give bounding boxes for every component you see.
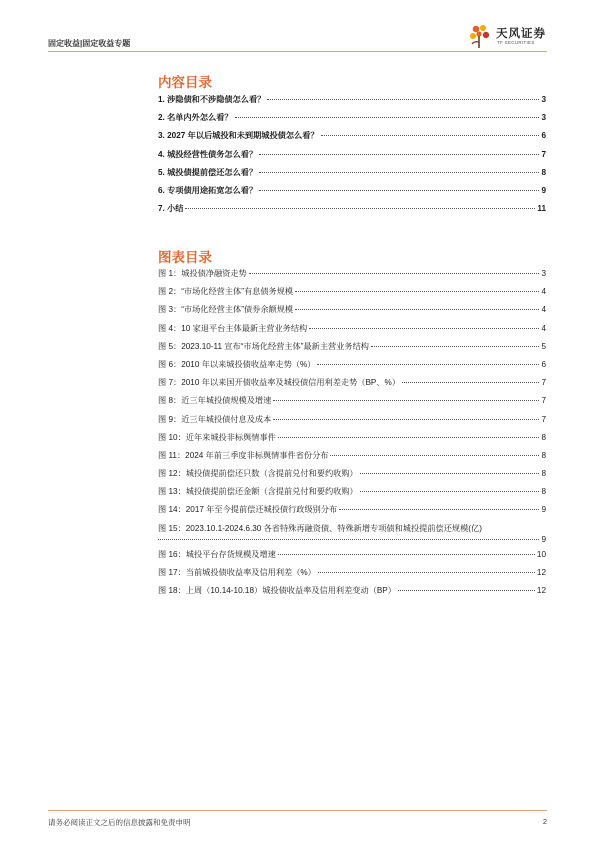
figure-entry-label: 图 12：城投债提前偿还只数（含提前兑付和要约收购） bbox=[158, 469, 358, 479]
dot-leader bbox=[259, 154, 539, 155]
toc-entry-page: 6 bbox=[541, 131, 546, 141]
toc-entry[interactable] bbox=[158, 203, 546, 221]
figure-entry-label: 图 2：“市场化经营主体”有息债务规模 bbox=[158, 287, 294, 297]
figure-entry-label: 图 9：近三年城投债付息及成本 bbox=[158, 414, 272, 424]
dot-leader bbox=[185, 208, 535, 209]
toc-entry-page: 3 bbox=[541, 95, 546, 104]
figure-entry-page: 8 bbox=[541, 469, 546, 479]
figure-entry-label: 图 13：城投债提前偿还金额（含提前兑付和要约收购） bbox=[158, 487, 358, 497]
dot-leader bbox=[339, 509, 539, 510]
toc-entry[interactable] bbox=[158, 185, 546, 203]
figure-entry-page: 3 bbox=[541, 269, 546, 278]
figure-entry[interactable] bbox=[158, 323, 546, 341]
figure-entry-page: 4 bbox=[541, 323, 546, 333]
figure-entry-page: 9 bbox=[541, 505, 546, 515]
figure-entry[interactable] bbox=[158, 486, 546, 504]
figure-entry[interactable] bbox=[158, 414, 546, 432]
figure-entry-label: 图 3：“市场化经营主体”债券余额规模 bbox=[158, 305, 294, 315]
figure-entry[interactable] bbox=[158, 523, 546, 549]
figure-entry[interactable] bbox=[158, 359, 546, 377]
figure-entry[interactable] bbox=[158, 450, 546, 468]
dot-leader bbox=[321, 135, 540, 136]
figure-entry-page: 9 bbox=[541, 534, 546, 544]
toc-entry-page: 3 bbox=[541, 113, 546, 123]
figure-entry-page: 6 bbox=[541, 359, 546, 369]
dot-leader bbox=[295, 309, 539, 310]
brand-logo bbox=[466, 22, 548, 50]
figure-entry-page: 5 bbox=[541, 341, 546, 351]
toc-title: 内容目录 bbox=[158, 75, 212, 90]
list-of-figures bbox=[158, 268, 546, 603]
logo-flower-icon bbox=[466, 22, 494, 50]
page-number: 2 bbox=[542, 817, 547, 826]
dot-leader bbox=[273, 400, 539, 401]
figure-entry-label: 图 11：2024 年前三季度非标舆情事件省份分布 bbox=[158, 450, 329, 460]
dot-leader bbox=[330, 455, 539, 456]
dot-leader bbox=[318, 572, 535, 573]
toc-entry-label: 7. 小结 bbox=[158, 204, 184, 214]
figure-entry[interactable] bbox=[158, 304, 546, 322]
toc-entry-label: 5. 城投债提前偿还怎么看？ bbox=[158, 167, 258, 177]
toc-entry[interactable] bbox=[158, 167, 546, 185]
figure-entry[interactable] bbox=[158, 468, 546, 486]
dot-leader bbox=[158, 539, 539, 540]
toc-entry-page: 7 bbox=[541, 149, 546, 159]
dot-leader bbox=[273, 419, 539, 420]
figure-entry-page: 7 bbox=[541, 414, 546, 424]
figure-entry-page: 4 bbox=[541, 305, 546, 315]
figure-entry-label: 图 7：2010 年以来国开债收益率及城投债信用利差走势（BP、%） bbox=[158, 378, 401, 388]
dot-leader bbox=[360, 473, 540, 474]
figure-entry-label: 图 16：城投平台存货规模及增速 bbox=[158, 549, 276, 559]
brand-name-cn: 天风证券 bbox=[496, 28, 546, 40]
figure-entry-page: 10 bbox=[536, 549, 546, 559]
figure-entry[interactable] bbox=[158, 286, 546, 304]
dot-leader bbox=[360, 491, 540, 492]
figure-entry-label: 图 17：当前城投债收益率及信用利差（%） bbox=[158, 567, 316, 577]
toc-entry[interactable] bbox=[158, 149, 546, 167]
footer-disclaimer: 请务必阅读正文之后的信息披露和免责申明 bbox=[48, 818, 191, 827]
figure-entry-page: 12 bbox=[536, 567, 546, 577]
figure-entry[interactable] bbox=[158, 432, 546, 450]
figure-entry[interactable] bbox=[158, 377, 546, 395]
footer-divider bbox=[48, 810, 547, 811]
brand-name-en: TF SECURITIES bbox=[497, 40, 535, 45]
figure-entry-label: 图 14：2017 年至今提前偿还城投债行政级别分布 bbox=[158, 505, 338, 515]
figure-entry-label: 图 5：2023.10-11 宣布“市场化经营主体”最新主营业务结构 bbox=[158, 341, 369, 351]
dot-leader bbox=[278, 554, 535, 555]
figure-entry-page: 8 bbox=[541, 432, 546, 442]
dot-leader bbox=[295, 291, 539, 292]
dot-leader bbox=[309, 328, 539, 329]
dot-leader bbox=[398, 590, 535, 591]
dot-leader bbox=[317, 364, 539, 365]
figure-entry-label: 图 1：城投债净融资走势 bbox=[158, 269, 247, 278]
list-of-figures-title: 图表目录 bbox=[158, 250, 212, 265]
figure-entry-label: 图 10：近年来城投非标舆情事件 bbox=[158, 432, 276, 442]
toc-entry[interactable] bbox=[158, 112, 546, 130]
figure-entry[interactable] bbox=[158, 567, 546, 585]
dot-leader bbox=[235, 117, 540, 118]
figure-entry-label: 图 4：10 家退平台主体最新主营业务结构 bbox=[158, 323, 308, 333]
toc-entry-page: 11 bbox=[537, 204, 546, 214]
figure-entry[interactable] bbox=[158, 585, 546, 603]
dot-leader bbox=[371, 346, 539, 347]
header-divider bbox=[48, 51, 547, 52]
figure-entry-page: 8 bbox=[541, 487, 546, 497]
figure-entry-page: 12 bbox=[536, 586, 546, 595]
figure-entry-label: 图 18：上周（10.14-10.18）城投债收益率及信用利差变动（BP） bbox=[158, 586, 396, 595]
toc-entry-page: 8 bbox=[541, 167, 546, 177]
header-section-label: 固定收益|固定收益专题 bbox=[48, 39, 131, 48]
dot-leader bbox=[259, 190, 539, 191]
toc-entry-label: 2. 名单内外怎么看？ bbox=[158, 113, 233, 123]
table-of-contents bbox=[158, 94, 546, 221]
toc-entry-label: 1. 涉隐债和不涉隐债怎么看？ bbox=[158, 95, 266, 104]
toc-entry[interactable] bbox=[158, 130, 546, 148]
toc-entry-label: 3. 2027 年以后城投和未到期城投债怎么看？ bbox=[158, 131, 319, 141]
toc-entry[interactable] bbox=[158, 94, 546, 112]
figure-entry-page: 4 bbox=[541, 287, 546, 297]
dot-leader bbox=[402, 382, 539, 383]
figure-entry[interactable] bbox=[158, 341, 546, 359]
figure-entry-page: 7 bbox=[541, 396, 546, 406]
dot-leader bbox=[278, 437, 540, 438]
toc-entry-label: 6. 专项债用途拓宽怎么看？ bbox=[158, 185, 258, 195]
figure-entry-label: 图 6：2010 年以来城投债收益率走势（%） bbox=[158, 359, 316, 369]
figure-entry-page: 7 bbox=[541, 378, 546, 388]
dot-leader bbox=[259, 172, 539, 173]
figure-entry[interactable] bbox=[158, 504, 546, 522]
figure-entry[interactable] bbox=[158, 268, 546, 286]
toc-entry-label: 4. 城投经营性债务怎么看？ bbox=[158, 149, 258, 159]
dot-leader bbox=[249, 273, 540, 274]
figure-entry-label: 图 8：近三年城投债规模及增速 bbox=[158, 396, 272, 406]
figure-entry[interactable] bbox=[158, 549, 546, 567]
toc-entry-page: 9 bbox=[541, 185, 546, 195]
dot-leader bbox=[267, 99, 539, 100]
figure-entry-page: 8 bbox=[541, 450, 546, 460]
figure-entry[interactable] bbox=[158, 395, 546, 413]
figure-entry-label: 图 15：2023.10.1-2024.6.30 各省特殊再融资债、特殊新增专项债和城投提前偿还规模(亿) bbox=[158, 523, 482, 533]
